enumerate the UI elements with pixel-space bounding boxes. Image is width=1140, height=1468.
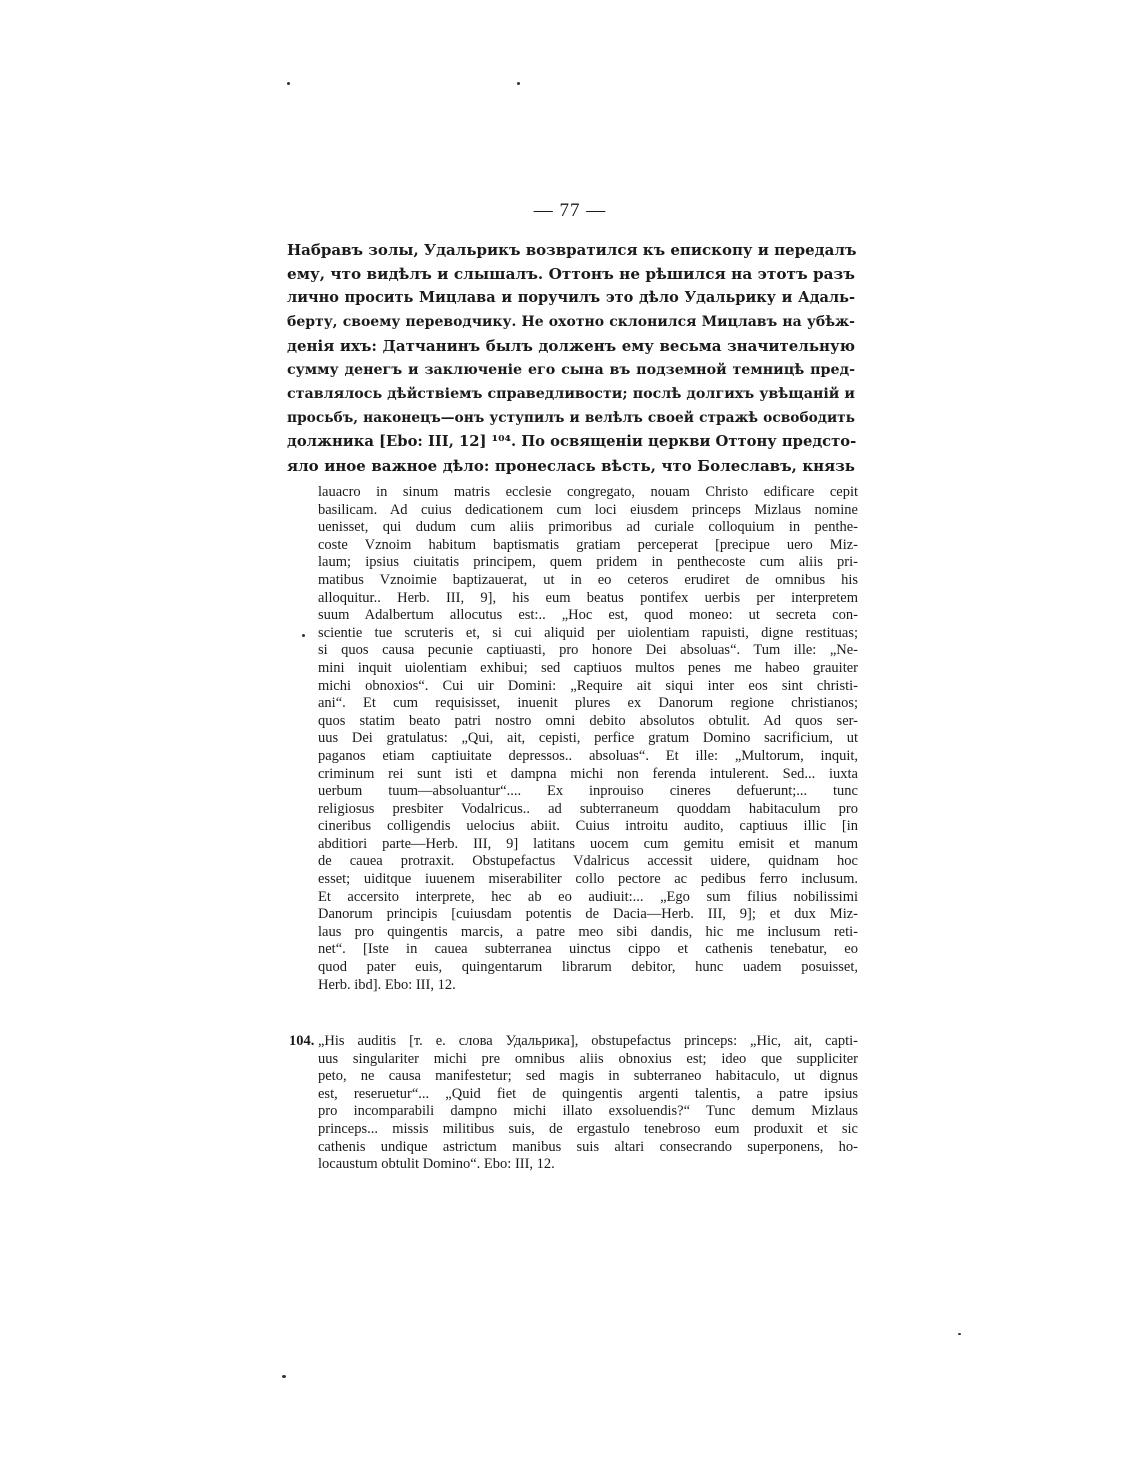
text-line: денія ихъ: Датчанинъ былъ долженъ ему весьма значительную: [287, 337, 855, 355]
text-line: Набравъ золы, Удальрикъ возвратился къ епископу и передалъ: [287, 241, 857, 259]
footnote-line: lauacro in sinum matris ecclesie congregato, nouam Christo edificare cepit: [318, 484, 858, 500]
footnote-line: laum; ipsius ciuitatis principem, quem pridem in penthecoste cum aliis pri-: [318, 554, 858, 571]
footnote-first-line: [289, 1033, 858, 1051]
footnote-line: „His auditis [т. е. слова Удальрика], obstupefactus princeps: „Hic, ait, capti-: [318, 1033, 858, 1049]
scan-speck: [958, 1333, 961, 1335]
footnote-line: locaustum obtulit Domino“. Ebo: III, 12.: [318, 1156, 555, 1173]
footnote-line: princeps... missis militibus suis, de ergastulo tenebroso eum produxit et sic: [318, 1120, 858, 1137]
text-line: берту, своему переводчику. Не охотно склонился Мицлавъ на убѣж-: [287, 314, 855, 330]
text-line: должника [Ebo: III, 12] ¹⁰⁴. По освященіи церкви Оттону предсто-: [287, 433, 857, 450]
main-text: [287, 238, 855, 478]
footnote-line: ani“. Et cum requisisset, inuenit plures ex Danorum regione christianos;: [318, 695, 858, 712]
text-line: ставлялось дѣйствіемъ справедливости; послѣ долгихъ увѣщаній и: [287, 386, 855, 402]
footnote-line: uus singulariter michi pre omnibus aliis obnoxius est; ideo que suppliciter: [318, 1050, 858, 1067]
footnote-line: matibus Vznoimie baptizauerat, ut in eo ceteros erudiret de omnibus his: [318, 571, 858, 588]
footnote-line: si quos causa pecunie captiuasti, pro honore Dei absoluas“. Tum ille: „Ne-: [318, 642, 858, 659]
footnote-line: uerbum tuum—absoluantur“.... Ex inprouiso cineres defuerunt;... tunc: [318, 783, 858, 800]
text-line: лично просить Мицлава и поручилъ это дѣло Удальрику и Адаль-: [287, 289, 855, 306]
footnote-line: laus pro quingentis marcis, a patre meo sibi dandis, hic me inclusum reti-: [318, 923, 858, 940]
footnote-line: cineribus colligendis uelocius abiit. Cuius introitu audito, captiuus illic [in: [318, 818, 858, 835]
scan-speck: [287, 82, 290, 85]
footnote-104: [289, 1033, 858, 1174]
footnote-line: religiosus presbiter Vodalricus.. ad subterraneum quoddam habitaculum pro: [318, 800, 858, 817]
footnote-line: Danorum principis [cuiusdam potentis de Dacia—Herb. III, 9]; et dux Miz-: [318, 906, 858, 923]
footnote-line: mini inquit uiolentiam exhibui; sed captiuos multos penes me habeo grauiter: [318, 659, 858, 676]
footnote-line: quos statim beato patri nostro omni debito absolutos obtulit. Ad quos ser-: [318, 712, 858, 729]
scan-speck: [282, 1375, 286, 1378]
page-number: — 77 —: [533, 200, 607, 221]
footnote-line: Herb. ibd]. Ebo: III, 12.: [318, 976, 456, 993]
footnote-line: scientie tue scruteris et, si cui aliquid per uiolentiam rapuisti, digne restituas;: [318, 624, 858, 641]
scan-speck: [302, 634, 305, 637]
footnote-line: net“. [Iste in cauea subterranea uinctus cippo et cathenis tenebatur, eo: [318, 941, 858, 958]
scan-speck: [517, 82, 520, 85]
footnote-line: suum Adalbertum allocutus est:.. „Hoc est, quod moneo: ut secreta con-: [318, 607, 858, 624]
text-line: сумму денегъ и заключеніе его сына въ подземной темницѣ пред-: [287, 362, 855, 378]
footnote-line: criminum rei sunt isti et dampna michi non ferenda intulerent. Sed... iuxta: [318, 765, 858, 782]
footnote-line: pro incomparabili dampno michi illato exsoluendis?“ Tunc demum Mizlaus: [318, 1103, 858, 1120]
footnote-continued: [318, 484, 858, 994]
text-line: яло иное важное дѣло: пронеслась вѣсть, что Болеславъ, князь: [287, 457, 855, 475]
footnote-line: uenisset, qui dudum cum aliis primoribus ad curiale colloquium in penthe-: [318, 519, 858, 536]
text-line: ему, что видѣлъ и слышалъ. Оттонъ не рѣшился на этотъ разъ: [287, 265, 855, 283]
text-line: просьбъ, наконецъ—онъ уступилъ и велѣлъ своей стражѣ освободить: [287, 410, 855, 426]
footnote-line: uus Dei gratulatus: „Qui, ait, cepisti, perfice gratum Domino sacrificium, ut: [318, 730, 858, 747]
footnote-line: michi obnoxios“. Cui uir Domini: „Require ait siqui inter eos sint christi-: [318, 677, 858, 694]
footnote-line: de cauea protraxit. Obstupefactus Vdalricus accessit uidere, quidnam hoc: [318, 853, 858, 870]
footnote-number: 104.: [289, 1033, 315, 1049]
footnote-line: est, reseruetur“... „Quid fiet de quingentis argenti talentis, a patre ipsius: [318, 1085, 858, 1102]
footnote-line: cathenis undique astrictum manibus suis altari consecrando superponens, ho-: [318, 1138, 858, 1155]
footnote-line: abditiori parte—Herb. III, 9] latitans uocem cum gemitu emisit et manum: [318, 835, 858, 852]
footnote-line: paganos etiam captiuitate depressos.. absoluas“. Et ille: „Multorum, inquit,: [318, 747, 858, 764]
footnote-line: coste Vznoim habitum baptismatis gratiam perceperat [precipue uero Miz-: [318, 536, 858, 553]
footnote-line: esset; uiditque iuuenem miserabiliter collo pectore ac pedibus ferro inclusum.: [318, 871, 858, 888]
footnote-line: alloquitur.. Herb. III, 9], his eum beatus pontifex uerbis per interpretem: [318, 589, 858, 606]
footnote-line: peto, ne causa manifestetur; sed magis in subterraneo habitaculo, ut dignus: [318, 1068, 858, 1085]
footnote-line: basilicam. Ad cuius dedicationem cum loci eiusdem princeps Mizlaus nomine: [318, 501, 858, 518]
footnote-line: quod pater euis, quingentarum librarum debitor, hunc uadem posuisset,: [318, 959, 858, 976]
footnote-line: Et accersito interprete, hec ab eo audiuit:... „Ego sum filius nobilissimi: [318, 888, 858, 905]
